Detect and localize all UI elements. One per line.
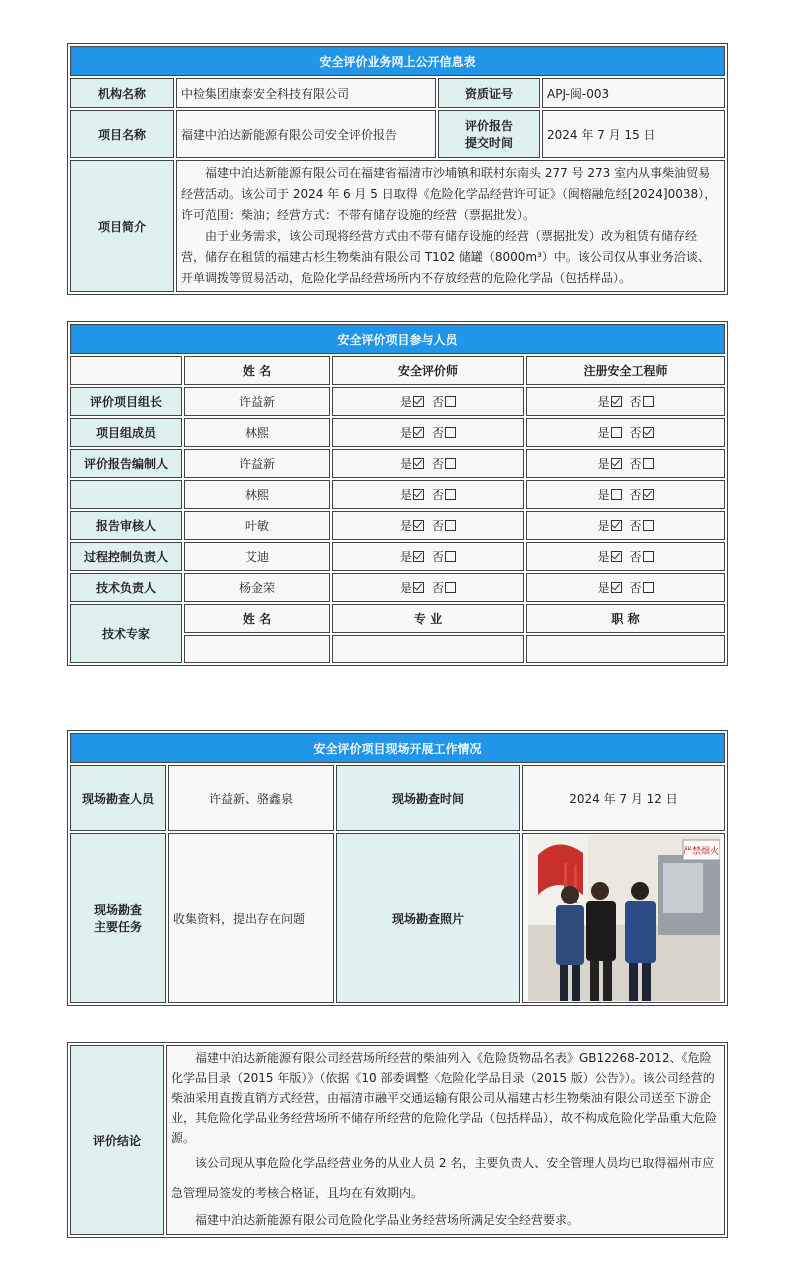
staff-assessor <box>332 418 524 447</box>
task-label-line1: 现场勘查 <box>93 903 142 917</box>
expert-col-name: 姓 名 <box>184 604 330 633</box>
staff-name: 林熙 <box>184 480 330 509</box>
staff-row <box>70 418 725 447</box>
staff-name: 杨金荣 <box>184 573 330 602</box>
staff-engineer <box>526 542 725 571</box>
engineer-yes-no <box>597 488 653 502</box>
staff-row <box>70 573 725 602</box>
no-label: 否 <box>432 519 445 533</box>
staff-header-empty <box>70 356 182 385</box>
yes-label: 是 <box>597 457 610 471</box>
engineer-yes-no <box>597 426 653 440</box>
staff-table-title: 安全评价项目参与人员 <box>70 324 725 354</box>
cert-value: APJ-闽-003 <box>542 78 725 108</box>
staff-role: 评价项目组长 <box>70 387 182 416</box>
no-label: 否 <box>629 488 642 502</box>
yes-checkbox <box>611 427 622 438</box>
no-checkbox <box>445 427 456 438</box>
info-table <box>67 43 728 295</box>
no-checkbox <box>643 551 654 562</box>
yes-label: 是 <box>597 395 610 409</box>
yes-checkbox <box>611 551 622 562</box>
no-checkbox <box>643 520 654 531</box>
yes-label: 是 <box>597 550 610 564</box>
yes-label: 是 <box>399 395 412 409</box>
no-checkbox <box>445 520 456 531</box>
assessor-yes-no <box>400 488 456 502</box>
staff-row <box>70 449 725 478</box>
staff-name: 艾迪 <box>184 542 330 571</box>
intro-paragraph-2: 由于业务需求，该公司现将经营方式由不带有储存设施的经营（票据批发）改为租赁有储存经营，储存在租赁的福建古杉生物柴油有限公司 T102 储罐（8000m³）中。该公司仅从事业务洽谈、开单调拨等贸易活动，危险化学品经营场所内不存放经营的危险化学品（包括样品）。 <box>181 229 710 285</box>
site-photo-label: 现场勘查照片 <box>336 833 520 1003</box>
engineer-yes-no <box>597 457 653 471</box>
expert-col-major: 专 业 <box>332 604 524 633</box>
staff-assessor <box>332 480 524 509</box>
no-label: 否 <box>432 395 445 409</box>
no-label: 否 <box>629 457 642 471</box>
no-checkbox <box>445 396 456 407</box>
yes-checkbox <box>611 396 622 407</box>
engineer-yes-no <box>597 581 653 595</box>
project-value: 福建中泊达新能源有限公司安全评价报告 <box>176 110 436 158</box>
submit-time-label <box>438 110 540 158</box>
no-label: 否 <box>629 550 642 564</box>
staff-assessor <box>332 449 524 478</box>
no-checkbox <box>643 427 654 438</box>
yes-checkbox <box>413 520 424 531</box>
staff-row <box>70 387 725 416</box>
yes-checkbox <box>413 396 424 407</box>
site-time-value: 2024 年 7 月 12 日 <box>522 765 725 831</box>
staff-assessor <box>332 542 524 571</box>
photo-sign-text: 严禁烟火 <box>682 847 719 857</box>
no-checkbox <box>445 551 456 562</box>
staff-row <box>70 480 725 509</box>
staff-rows <box>70 387 725 602</box>
staff-name: 许益新 <box>184 387 330 416</box>
yes-label: 是 <box>399 426 412 440</box>
yes-checkbox <box>413 551 424 562</box>
yes-label: 是 <box>597 488 610 502</box>
intro-paragraph-1: 福建中泊达新能源有限公司在福建省福清市沙埔镇和联村东南头 277 号 273 室内从事柴油贸易经营活动。该公司于 2024 年 6 月 5 日取得《危险化学品经营许可证》（闽榕融危经[2024]0038），许可范围：柴油；经营方式：不带有储存设施的经营（票据批发）。 <box>181 166 717 222</box>
no-checkbox <box>643 489 654 500</box>
yes-checkbox <box>611 520 622 531</box>
site-photo-illustration <box>528 835 720 1001</box>
conclusion-label: 评价结论 <box>70 1045 164 1235</box>
yes-label: 是 <box>399 550 412 564</box>
no-checkbox <box>445 489 456 500</box>
engineer-yes-no <box>597 550 653 564</box>
site-table <box>67 730 728 1006</box>
no-checkbox <box>643 458 654 469</box>
assessor-yes-no <box>400 519 456 533</box>
no-label: 否 <box>432 488 445 502</box>
yes-label: 是 <box>597 581 610 595</box>
yes-checkbox <box>611 489 622 500</box>
staff-name: 林熙 <box>184 418 330 447</box>
project-label: 项目名称 <box>70 110 174 158</box>
staff-role: 过程控制负责人 <box>70 542 182 571</box>
intro-label: 项目简介 <box>70 160 174 292</box>
conclusion-paragraph-1: 福建中泊达新能源有限公司经营场所经营的柴油列入《危险货物品名表》GB12268-2012、《危险化学品目录（2015 年版）》（依据《10 部委调整〈危险化学品目录（2015 版）公告》）。该公司经营的柴油采用直拨直销方式经营，由福清市融平交通运输有限公司从福建古杉生物柴油有限公司送至下游企业，其危险化学品业务经营场所不储存所经营的危险化学品（包括样品），故不构成危险化学品重大危险源。 <box>171 1051 718 1145</box>
no-checkbox <box>643 582 654 593</box>
expert-title-cell <box>526 635 725 663</box>
yes-checkbox <box>413 427 424 438</box>
staff-role: 报告审核人 <box>70 511 182 540</box>
no-checkbox <box>643 396 654 407</box>
no-label: 否 <box>432 426 445 440</box>
staff-role <box>70 480 182 509</box>
no-label: 否 <box>432 550 445 564</box>
staff-name: 许益新 <box>184 449 330 478</box>
site-table-title: 安全评价项目现场开展工作情况 <box>70 733 725 763</box>
site-staff-value: 许益新、骆鑫泉 <box>168 765 334 831</box>
yes-label: 是 <box>399 581 412 595</box>
conclusion-paragraph-3: 福建中泊达新能源有限公司危险化学品业务经营场所满足安全经营要求。 <box>195 1213 580 1227</box>
expert-name-cell <box>184 635 330 663</box>
staff-engineer <box>526 449 725 478</box>
site-task-value: 收集资料，提出存在问题 <box>168 833 334 1003</box>
staff-assessor <box>332 511 524 540</box>
site-staff-label: 现场勘查人员 <box>70 765 166 831</box>
yes-label: 是 <box>399 519 412 533</box>
intro-value <box>176 160 725 292</box>
assessor-yes-no <box>400 550 456 564</box>
expert-label: 技术专家 <box>70 604 182 663</box>
no-label: 否 <box>629 426 642 440</box>
org-label: 机构名称 <box>70 78 174 108</box>
yes-checkbox <box>611 458 622 469</box>
col-assessor-header: 安全评价师 <box>332 356 524 385</box>
yes-checkbox <box>611 582 622 593</box>
conclusion-paragraph-2: 该公司现从事危险化学品经营业务的从业人员 2 名，主要负责人、安全管理人员均已取得福州市应急管理局签发的考核合格证，且均在有效期内。 <box>171 1156 715 1200</box>
staff-role: 项目组成员 <box>70 418 182 447</box>
no-label: 否 <box>432 581 445 595</box>
no-label: 否 <box>629 395 642 409</box>
site-task-label <box>70 833 166 1003</box>
engineer-yes-no <box>597 519 653 533</box>
no-checkbox <box>445 458 456 469</box>
assessor-yes-no <box>400 581 456 595</box>
yes-label: 是 <box>399 488 412 502</box>
col-engineer-header: 注册安全工程师 <box>526 356 725 385</box>
staff-engineer <box>526 418 725 447</box>
staff-assessor <box>332 387 524 416</box>
staff-row <box>70 511 725 540</box>
staff-role: 评价报告编制人 <box>70 449 182 478</box>
col-name-header: 姓 名 <box>184 356 330 385</box>
expert-col-title: 职 称 <box>526 604 725 633</box>
info-table-title: 安全评价业务网上公开信息表 <box>70 46 725 76</box>
submit-label-line1: 评价报告 <box>464 119 513 133</box>
staff-table <box>67 321 728 666</box>
yes-label: 是 <box>597 519 610 533</box>
staff-assessor <box>332 573 524 602</box>
staff-engineer <box>526 480 725 509</box>
task-label-line2: 主要任务 <box>93 920 142 934</box>
submit-time-value: 2024 年 7 月 15 日 <box>542 110 725 158</box>
staff-name: 叶敏 <box>184 511 330 540</box>
conclusion-value <box>166 1045 725 1235</box>
assessor-yes-no <box>400 426 456 440</box>
submit-label-line2: 提交时间 <box>464 136 513 150</box>
cert-label: 资质证号 <box>438 78 540 108</box>
staff-engineer <box>526 573 725 602</box>
staff-engineer <box>526 511 725 540</box>
no-checkbox <box>445 582 456 593</box>
no-label: 否 <box>629 581 642 595</box>
no-label: 否 <box>432 457 445 471</box>
no-label: 否 <box>629 519 642 533</box>
conclusion-table <box>67 1042 728 1238</box>
site-time-label: 现场勘查时间 <box>336 765 520 831</box>
engineer-yes-no <box>597 395 653 409</box>
staff-engineer <box>526 387 725 416</box>
assessor-yes-no <box>400 457 456 471</box>
site-photo <box>528 835 720 1001</box>
assessor-yes-no <box>400 395 456 409</box>
yes-checkbox <box>413 458 424 469</box>
yes-label: 是 <box>399 457 412 471</box>
site-photo-cell <box>522 833 725 1003</box>
expert-major-cell <box>332 635 524 663</box>
staff-row <box>70 542 725 571</box>
org-value: 中检集团康泰安全科技有限公司 <box>176 78 436 108</box>
yes-checkbox <box>413 489 424 500</box>
yes-checkbox <box>413 582 424 593</box>
staff-role: 技术负责人 <box>70 573 182 602</box>
yes-label: 是 <box>597 426 610 440</box>
